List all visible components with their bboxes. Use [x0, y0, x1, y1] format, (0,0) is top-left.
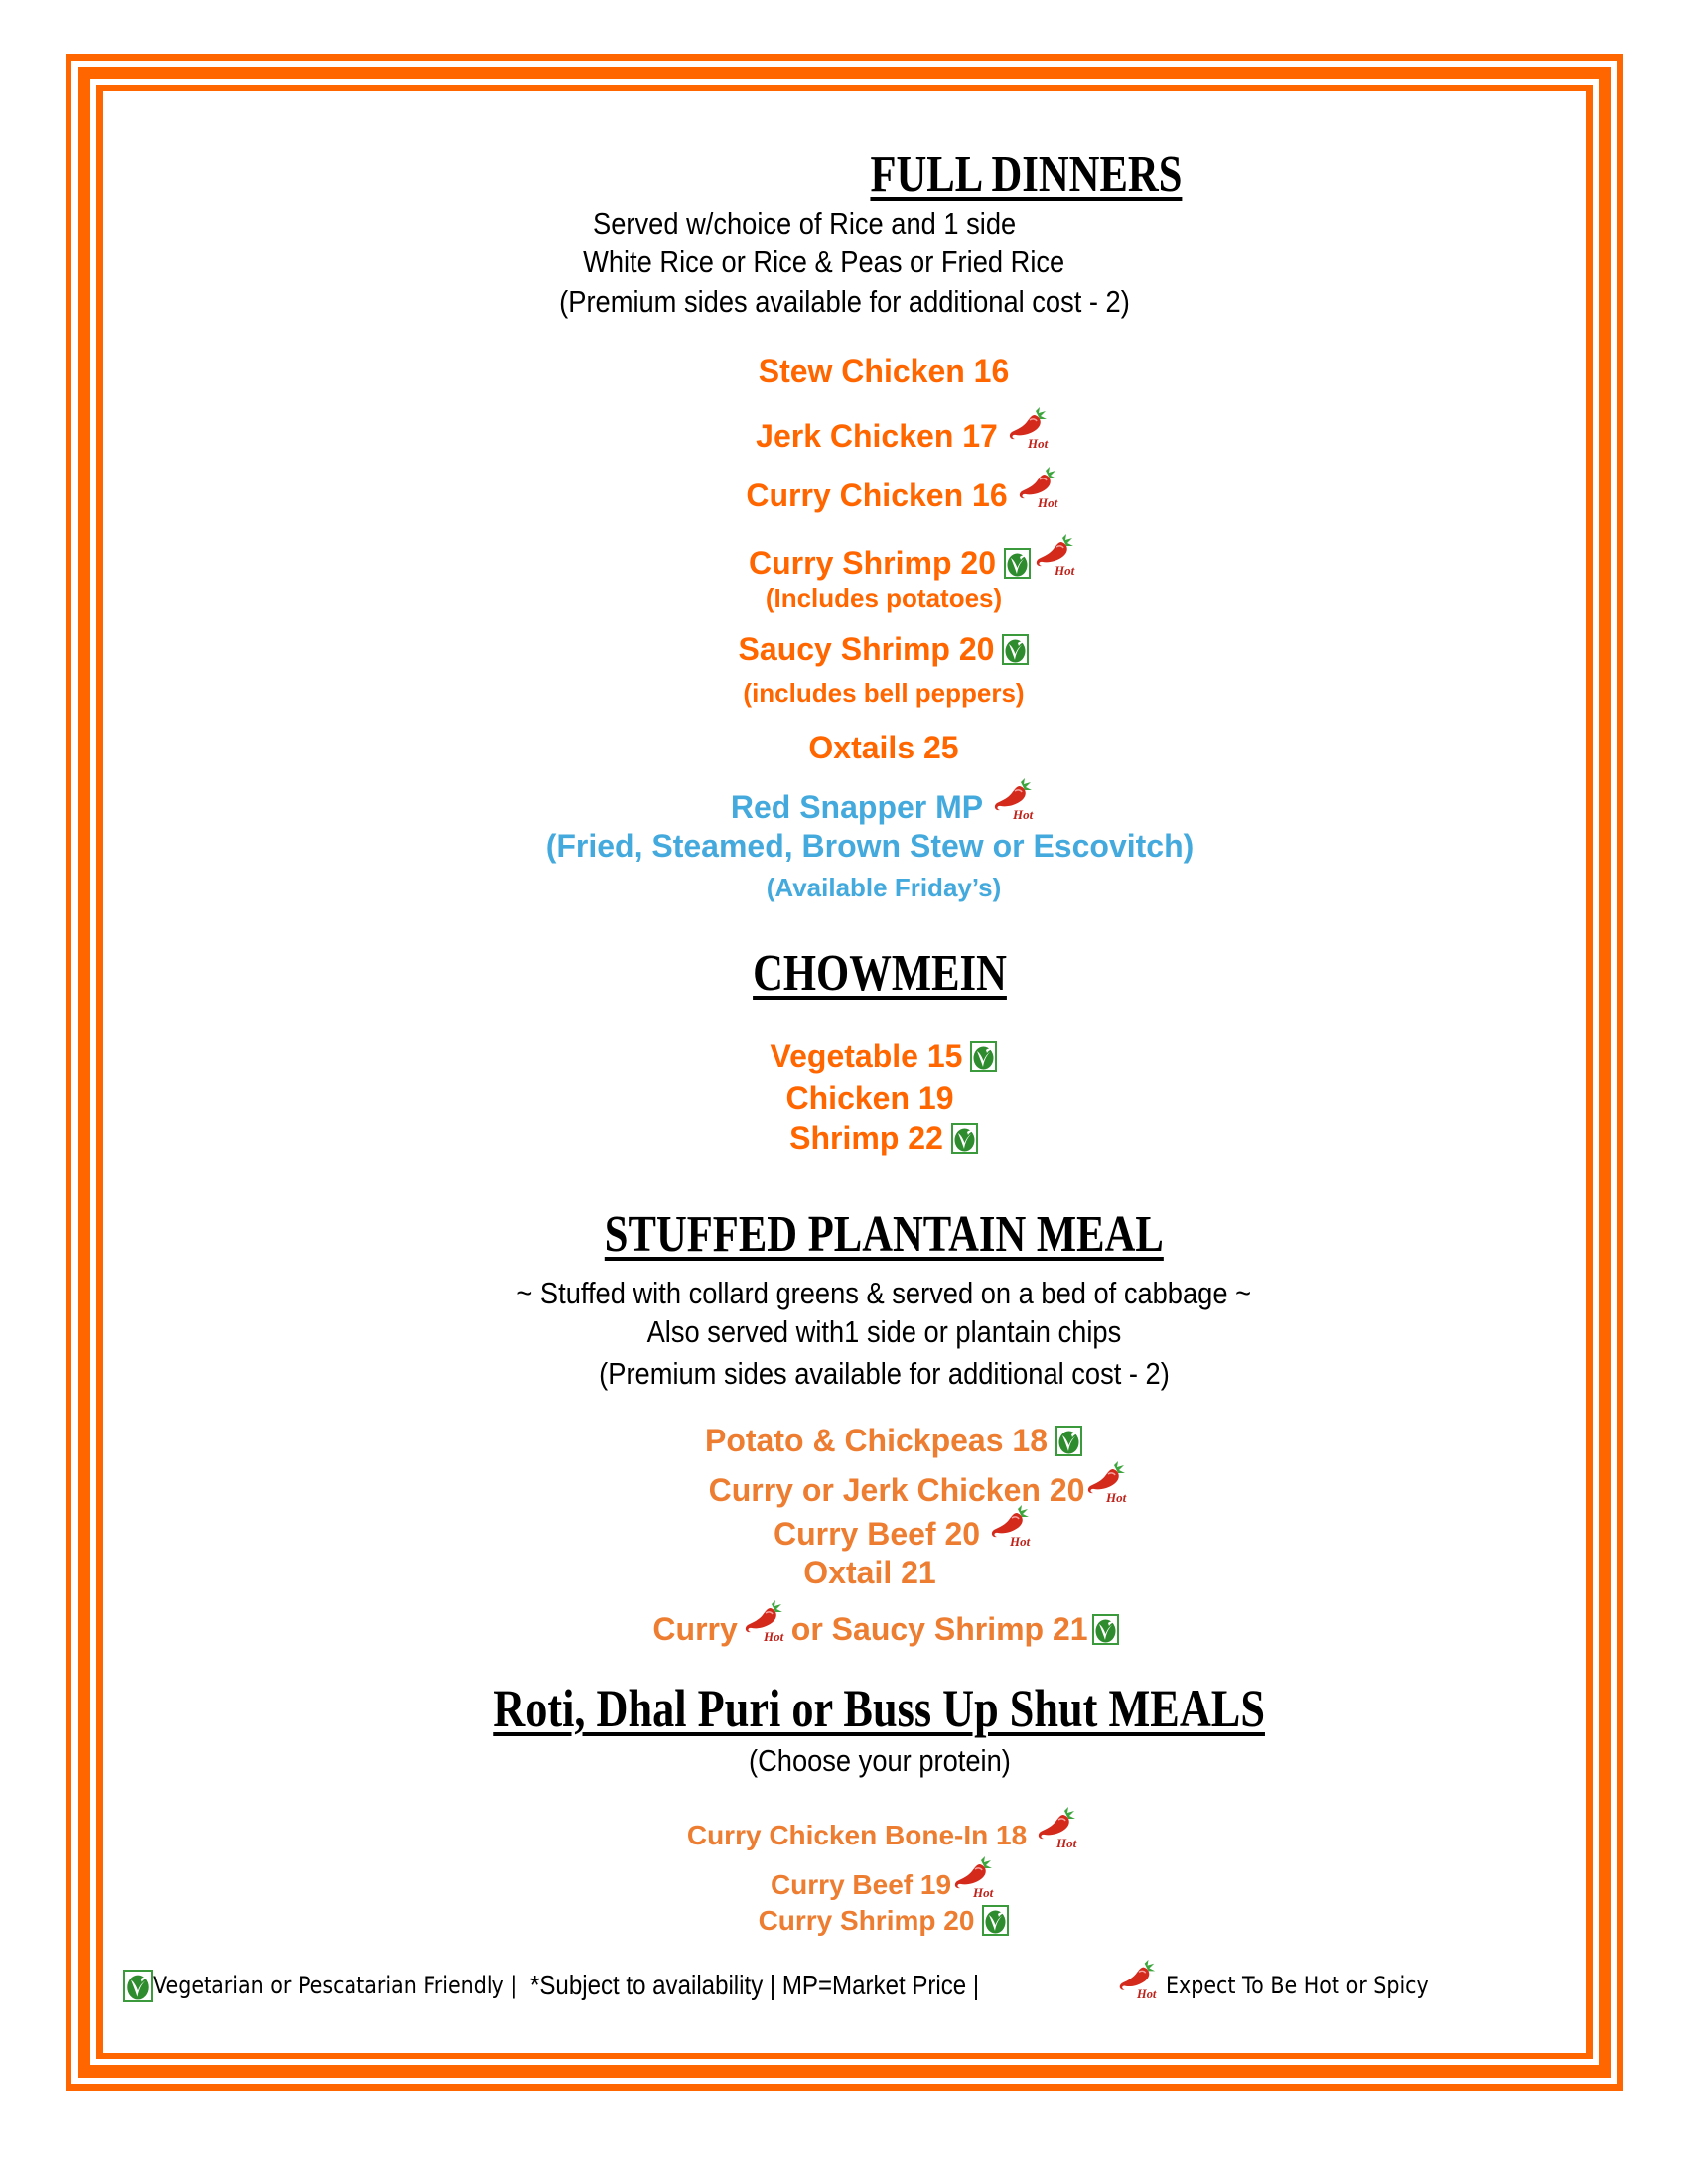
menu-item	[40, 1122, 1688, 1154]
veg-friendly-icon	[1055, 1426, 1082, 1456]
item-note-text: (Includes potatoes)	[765, 583, 1003, 613]
item-name: Saucy Shrimp 20	[738, 631, 995, 667]
menu-item	[60, 473, 1688, 518]
menu-item	[40, 732, 1688, 763]
roti-subtitle: (Choose your protein)	[749, 1743, 1011, 1778]
chowmein-title: CHOWMEIN	[753, 945, 1007, 1002]
menu-item	[40, 1905, 1688, 1936]
full-dinners-heading-line	[182, 146, 1688, 203]
stuffed-plantain-title: STUFFED PLANTAIN MEAL	[604, 1206, 1164, 1263]
roti-title: Roti, Dhal Puri or Buss Up Shut MEALS	[493, 1679, 1266, 1738]
item-note-text: (includes bell peppers)	[743, 678, 1025, 708]
item-name: Curry Shrimp 20	[749, 545, 996, 581]
border-mid-top	[78, 67, 1611, 79]
hot-chili-icon	[991, 776, 1037, 822]
menu-item	[40, 1813, 1688, 1858]
roti-heading-line	[36, 1679, 1688, 1738]
border-inner-top	[96, 85, 1593, 91]
item-name: Oxtails 25	[808, 730, 959, 765]
full-dinners-subtitle-line	[0, 208, 1648, 239]
menu-item	[60, 413, 1688, 459]
item-name: Oxtail 21	[803, 1555, 936, 1590]
item-note	[26, 830, 1688, 862]
full-dinners-subtitle-line	[0, 246, 1668, 277]
menu-item	[40, 633, 1688, 665]
menu-item	[26, 1557, 1688, 1588]
full-dinners-subtitle-1: Served w/choice of Rice and 1 side	[592, 206, 1017, 241]
border-mid-bottom	[78, 2065, 1611, 2078]
hot-chili-icon	[1016, 465, 1061, 510]
item-note	[40, 585, 1688, 611]
stuffed-plantain-subtitle-1: ~ Stuffed with collard greens & served on a bed of cabbage ~	[516, 1276, 1251, 1310]
veg-friendly-icon	[1092, 1614, 1119, 1645]
hot-chili-icon	[951, 1854, 997, 1900]
full-dinners-subtitle-3: (Premium sides available for additional cost - 2)	[558, 284, 1130, 319]
hot-chili-icon	[1035, 1805, 1080, 1850]
menu-item	[40, 1862, 1688, 1908]
stuffed-plantain-subtitle-line	[40, 1278, 1688, 1308]
menu-item	[26, 1082, 1688, 1114]
border-inner-bottom	[96, 2053, 1593, 2059]
menu-item	[40, 355, 1688, 387]
item-note-text: (Fried, Steamed, Brown Stew or Escovitch)	[545, 828, 1195, 864]
stuffed-plantain-subtitle-2: Also served with1 side or plantain chips	[646, 1314, 1121, 1349]
legend-footer	[123, 1966, 1472, 2005]
menu-item	[42, 1606, 1688, 1652]
veg-friendly-icon	[1002, 634, 1029, 665]
stuffed-plantain-subtitle-3: (Premium sides available for additional cost - 2)	[598, 1356, 1170, 1391]
veg-friendly-icon	[970, 1041, 997, 1072]
item-name: Vegetable 15	[770, 1038, 963, 1074]
item-name: Curry Chicken Bone-In 18	[686, 1820, 1028, 1850]
hot-chili-icon	[1116, 1958, 1160, 2001]
stuffed-plantain-subtitle-line	[40, 1316, 1688, 1347]
item-name-part1: Curry	[652, 1611, 738, 1647]
menu-item	[50, 1425, 1688, 1456]
menu-item	[60, 1511, 1688, 1557]
availability-legend-text: *Subject to availability | MP=Market Price |	[530, 1970, 980, 2000]
hot-chili-icon	[988, 1503, 1034, 1549]
item-name: Curry or Jerk Chicken 20	[708, 1472, 1085, 1508]
veg-friendly-icon	[982, 1905, 1009, 1936]
veg-friendly-icon	[951, 1123, 978, 1154]
hot-chili-icon	[1084, 1459, 1130, 1505]
border-outer-bottom	[66, 2084, 1623, 2091]
chowmein-heading-line	[36, 945, 1688, 1002]
item-name: Jerk Chicken 17	[756, 418, 998, 454]
roti-subtitle-line	[36, 1745, 1688, 1776]
item-name-part2: or Saucy Shrimp 21	[790, 1611, 1088, 1647]
full-dinners-subtitle-line	[0, 286, 1688, 317]
item-name: Stew Chicken 16	[758, 353, 1010, 389]
veg-friendly-icon	[123, 1970, 153, 2002]
item-name: Curry Beef 19	[770, 1869, 952, 1900]
item-note	[40, 680, 1688, 706]
menu-item	[40, 784, 1688, 830]
hot-legend-text: Expect To Be Hot or Spicy	[1166, 1972, 1429, 1999]
hot-chili-icon	[1033, 532, 1078, 578]
veg-friendly-icon	[1004, 548, 1031, 579]
stuffed-plantain-subtitle-line	[40, 1358, 1688, 1389]
item-name: Potato & Chickpeas 18	[705, 1423, 1048, 1458]
item-name: Red Snapper MP	[730, 789, 984, 825]
menu-item	[75, 1467, 1688, 1513]
hot-chili-icon	[1006, 405, 1052, 451]
item-name: Chicken 19	[785, 1080, 954, 1116]
hot-chili-icon	[742, 1598, 787, 1644]
full-dinners-title: FULL DINNERS	[870, 146, 1182, 203]
menu-item	[40, 1040, 1688, 1072]
item-note	[40, 875, 1688, 900]
stuffed-plantain-heading-line	[40, 1206, 1688, 1263]
item-name: Shrimp 22	[789, 1120, 943, 1156]
menu-item	[70, 540, 1688, 586]
item-name: Curry Chicken 16	[746, 478, 1008, 513]
veg-legend-text: Vegetarian or Pescatarian Friendly |	[153, 1972, 518, 1999]
full-dinners-subtitle-2: White Rice or Rice & Peas or Fried Rice	[583, 244, 1065, 279]
item-availability-text: (Available Friday’s)	[766, 873, 1002, 902]
item-name: Curry Shrimp 20	[758, 1904, 975, 1936]
item-name: Curry Beef 20	[773, 1516, 981, 1552]
border-outer-top	[66, 54, 1623, 61]
